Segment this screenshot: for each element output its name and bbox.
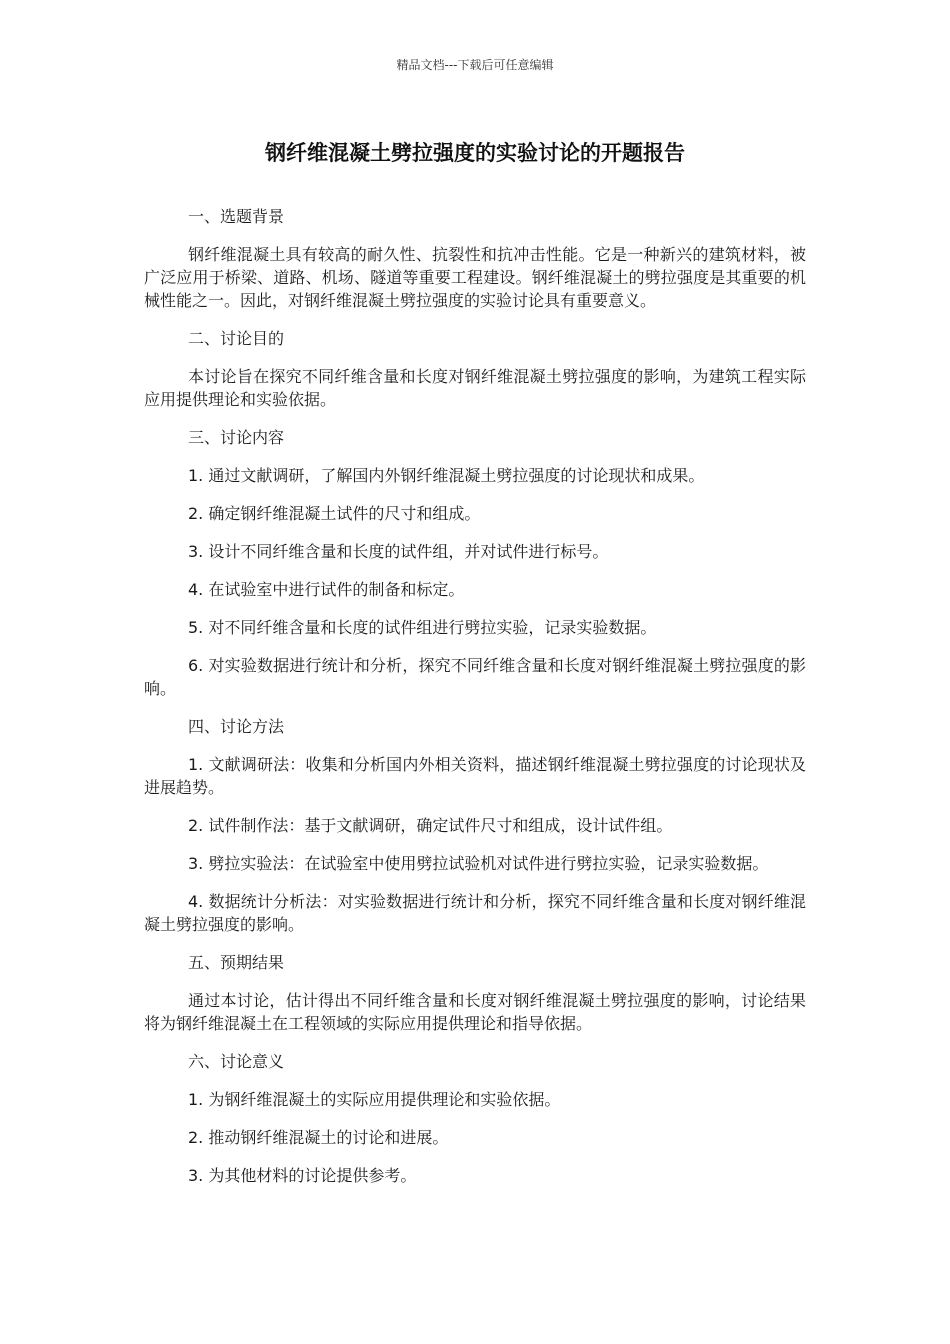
section-heading-expected-results: 五、预期结果: [188, 953, 285, 972]
section-heading-content: 三、讨论内容: [188, 428, 285, 447]
list-item-content-3: 3. 设计不同纤维含量和长度的试件组，并对试件进行标号。: [188, 542, 609, 561]
list-item-method-3: 3. 劈拉实验法：在试验室中使用劈拉试验机对试件进行劈拉实验，记录实验数据。: [188, 854, 769, 873]
section-heading-significance: 六、讨论意义: [188, 1052, 285, 1071]
section-heading-background: 一、选题背景: [188, 207, 285, 226]
document-body: [144, 205, 806, 1187]
section-heading-purpose: 二、讨论目的: [188, 329, 285, 348]
list-item-significance-3: 3. 为其他材料的讨论提供参考。: [188, 1166, 417, 1185]
list-item-method-4: 4. 数据统计分析法：对实验数据进行统计和分析，探究不同纤维含量和长度对钢纤维混凝土劈拉强度的影响。: [144, 892, 806, 934]
list-item-content-4: 4. 在试验室中进行试件的制备和标定。: [188, 580, 465, 599]
list-item-content-5: 5. 对不同纤维含量和长度的试件组进行劈拉实验，记录实验数据。: [188, 618, 657, 637]
header-note: 精品文档---下载后可任意编辑: [396, 58, 554, 72]
paragraph-background: 钢纤维混凝土具有较高的耐久性、抗裂性和抗冲击性能。它是一种新兴的建筑材料，被广泛应用于桥梁、道路、机场、隧道等重要工程建设。钢纤维混凝土的劈拉强度是其重要的机械性能之一。因此，对钢纤维混凝土劈拉强度的实验讨论具有重要意义。: [144, 245, 806, 310]
list-item-significance-1: 1. 为钢纤维混凝土的实际应用提供理论和实验依据。: [188, 1090, 561, 1109]
list-item-content-1: 1. 通过文献调研，了解国内外钢纤维混凝土劈拉强度的讨论现状和成果。: [188, 466, 705, 485]
document-title: 钢纤维混凝土劈拉强度的实验讨论的开题报告: [265, 141, 685, 165]
list-item-significance-2: 2. 推动钢纤维混凝土的讨论和进展。: [188, 1128, 449, 1147]
paragraph-purpose: 本讨论旨在探究不同纤维含量和长度对钢纤维混凝土劈拉强度的影响，为建筑工程实际应用提供理论和实验依据。: [144, 367, 806, 409]
list-item-method-1: 1. 文献调研法：收集和分析国内外相关资料，描述钢纤维混凝土劈拉强度的讨论现状及进展趋势。: [144, 755, 806, 797]
list-item-content-2: 2. 确定钢纤维混凝土试件的尺寸和组成。: [188, 504, 481, 523]
list-item-content-6: 6. 对实验数据进行统计和分析，探究不同纤维含量和长度对钢纤维混凝土劈拉强度的影响。: [144, 656, 806, 698]
paragraph-expected-results: 通过本讨论，估计得出不同纤维含量和长度对钢纤维混凝土劈拉强度的影响，讨论结果将为钢纤维混凝土在工程领域的实际应用提供理论和指导依据。: [144, 991, 806, 1033]
section-heading-methods: 四、讨论方法: [188, 717, 285, 736]
list-item-method-2: 2. 试件制作法：基于文献调研，确定试件尺寸和组成，设计试件组。: [188, 816, 673, 835]
